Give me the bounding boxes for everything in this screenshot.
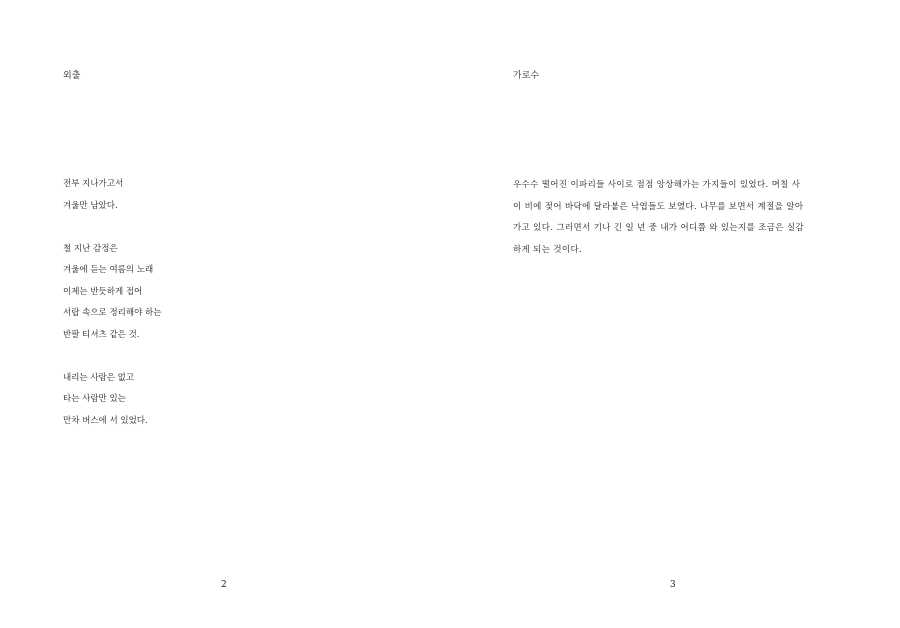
poem-line: 겨울만 남았다. bbox=[63, 200, 118, 211]
page-number: 3 bbox=[670, 580, 676, 590]
poem-line: 서랍 속으로 정리해야 하는 bbox=[63, 308, 162, 318]
poem bbox=[63, 174, 161, 454]
prose-line: 우수수 떨어진 이파리들 사이로 점점 앙상해가는 가지들이 있었다. 며칠 사 bbox=[513, 180, 801, 190]
page-number: 2 bbox=[221, 580, 227, 590]
poem-line: 내리는 사람은 없고 bbox=[63, 372, 135, 383]
right-page bbox=[450, 0, 900, 628]
poem-line: 타는 사람만 있는 bbox=[63, 394, 126, 404]
stanza bbox=[63, 239, 161, 347]
stanza bbox=[63, 368, 161, 433]
page-title: 외출 bbox=[63, 71, 81, 81]
poem-line: 철 지난 감정은 bbox=[63, 243, 118, 254]
poem-line: 반팔 티셔츠 같은 것. bbox=[63, 329, 140, 340]
poem-line: 전부 지나가고서 bbox=[63, 179, 124, 189]
prose-paragraph bbox=[513, 175, 843, 261]
stanza bbox=[63, 174, 161, 217]
prose-line: 하게 되는 것이다. bbox=[513, 244, 583, 255]
prose-line: 이 비에 젖어 바닥에 달라붙은 낙엽들도 보였다. 나무를 보면서 계절을 알아 bbox=[513, 201, 804, 212]
poem-line: 이제는 반듯하게 접어 bbox=[63, 286, 143, 297]
page-title: 가로수 bbox=[513, 71, 540, 81]
prose-line: 가고 있다. 그러면서 기나 긴 일 년 중 내가 어디쯤 와 있는지를 조금은 실감 bbox=[513, 223, 804, 233]
poem-line: 만차 버스에 서 있었다. bbox=[63, 415, 148, 426]
poem-line: 겨울에 듣는 여름의 노래 bbox=[63, 265, 154, 275]
